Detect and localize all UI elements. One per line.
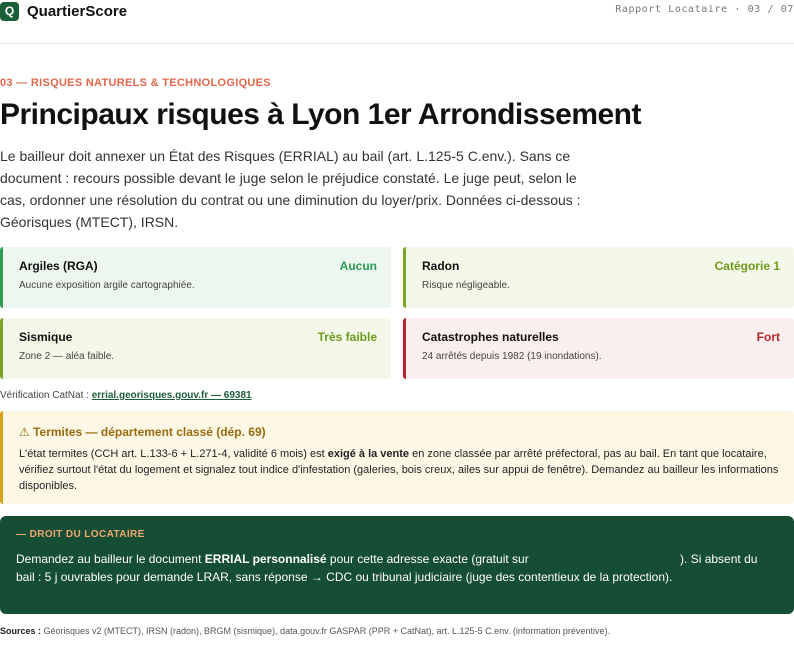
sources-text: Géorisques v2 (MTECT), IRSN (radon), BRGM (sismique), data.gouv.fr GASPAR (PPR + CatNat), art. L.125-5 C.env. (information préventive). <box>41 626 610 636</box>
rights-text: Demandez au bailleur le document <box>16 552 205 566</box>
risk-card-sismique <box>0 318 391 379</box>
risk-card-description: 24 arrêtés depuis 1982 (19 inondations). <box>422 351 602 362</box>
risk-card-title: Catastrophes naturelles <box>422 330 559 344</box>
errial-link[interactable]: errial.georisques.gouv.fr — 69381 <box>91 390 252 401</box>
termites-alert <box>0 411 794 504</box>
risk-card-title: Radon <box>422 259 460 273</box>
risk-card-description: Aucune exposition argile cartographiée. <box>19 280 195 291</box>
risk-level-badge: Aucun <box>339 259 377 273</box>
rights-text-mid: pour cette adresse exacte (gratuit sur <box>326 552 533 566</box>
brand-name[interactable]: QuartierScore <box>27 3 128 20</box>
verification-label: Vérification CatNat : <box>0 390 89 401</box>
catnat-verification <box>0 390 252 401</box>
top-bar <box>0 0 794 44</box>
tenant-rights-title: — DROIT DU LOCATAIRE <box>16 529 145 540</box>
sources-label: Sources : <box>0 626 42 636</box>
report-page-indicator: Rapport Locataire · 03 / 07 <box>615 4 794 15</box>
risk-card-title: Sismique <box>19 330 73 344</box>
risk-card-title: Argiles (RGA) <box>19 259 98 273</box>
rights-emphasis: ERRIAL personnalisé <box>204 552 327 566</box>
risk-level-badge: Fort <box>756 330 780 344</box>
rights-text-end: ). Si absent du bail : 5 j ouvrables pour demande LRAR, sans réponse → CDC ou tribunal judiciaire (juge des contentieux de la protection). <box>16 552 758 584</box>
tenant-rights-panel <box>0 516 794 614</box>
risk-card-description: Zone 2 — aléa faible. <box>19 351 115 362</box>
termites-text-end: en zone classée par arrêté préfectoral, pas au bail. En tant que locataire, vérifiez surtout l'état du logement et signalez tout indice d'infestation (galeries, bois creux, ailes sur appui de fenêtre). Demandez au bailleur les informations disponibles. <box>19 448 779 492</box>
risk-level-badge: Catégorie 1 <box>714 259 780 273</box>
termites-emphasis: exigé à la vente <box>327 448 410 460</box>
sources-footer <box>0 626 610 636</box>
logo-icon: Q <box>0 2 19 21</box>
section-kicker: 03 — RISQUES NATURELS & TECHNOLOGIQUES <box>0 77 271 89</box>
risk-card-radon <box>403 247 794 308</box>
page-title: Principaux risques à Lyon 1er Arrondissement <box>0 98 641 131</box>
termites-title: ⚠ Termites — département classé (dép. 69) <box>19 425 266 439</box>
risk-card-argiles <box>0 247 391 308</box>
risk-card-catnat <box>403 318 794 379</box>
risk-card-description: Risque négligeable. <box>422 280 510 291</box>
intro-paragraph: Le bailleur doit annexer un État des Risques (ERRIAL) au bail (art. L.125-5 C.env.). Sans ce document : recours possible devant le juge selon le préjudice constaté. Le juge peut, selon le cas, ordonner une résolution du contrat ou une diminution du loyer/prix. Données ci-dessous : Géorisques (MTECT), IRSN. <box>0 148 581 230</box>
tenant-rights-body <box>16 550 778 586</box>
termites-body <box>19 446 785 494</box>
risk-level-badge: Très faible <box>317 330 377 344</box>
termites-text: L'état termites (CCH art. L.133-6 + L.271-4, validité 6 mois) est <box>19 448 328 460</box>
